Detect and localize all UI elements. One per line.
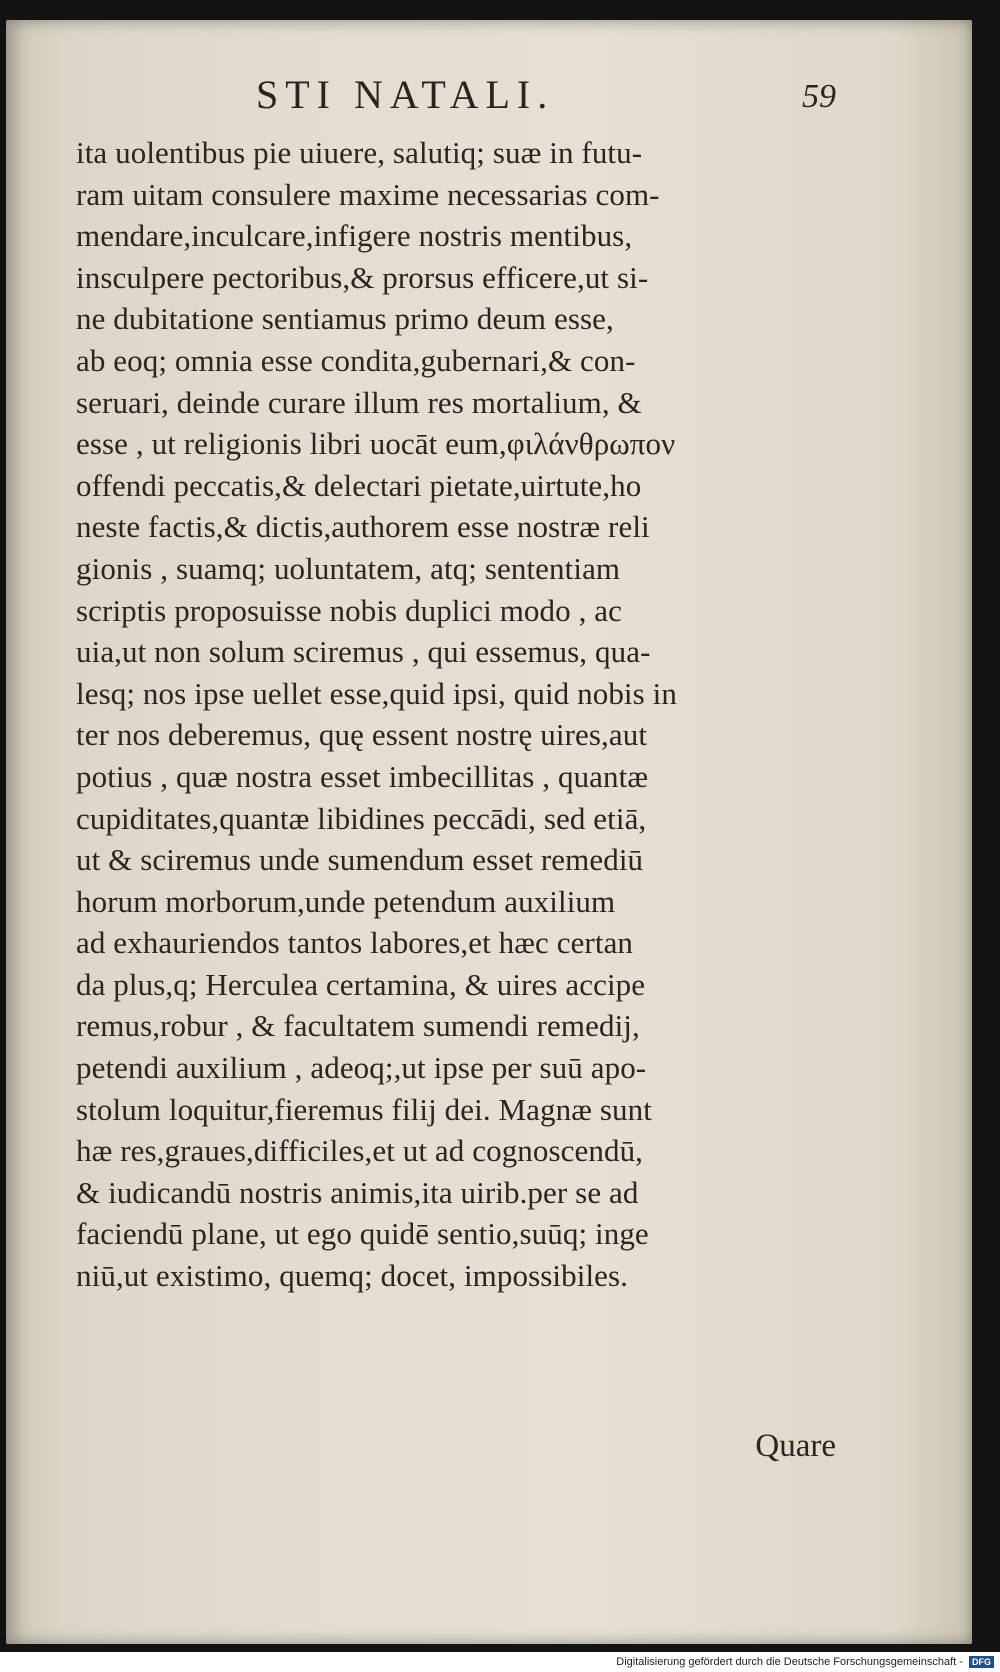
text-line: horum morborum,unde petendum auxilium bbox=[76, 883, 616, 919]
text-line: da plus,q; Herculea certamina, & uires accipe bbox=[76, 966, 646, 1002]
dfg-logo: DFG bbox=[969, 1656, 994, 1668]
book-page bbox=[6, 20, 972, 1644]
text-line: mendare,inculcare,infigere nostris mentibus, bbox=[76, 218, 633, 254]
text-line: ram uitam consulere maxime necessarias com- bbox=[76, 176, 660, 212]
text-line: offendi peccatis,& delectari pietate,uirtute,ho bbox=[76, 467, 642, 503]
text-line: gionis , suamq; uoluntatem, atq; sententiam bbox=[76, 550, 621, 586]
text-line: ut & sciremus unde sumendum esset remediū bbox=[76, 842, 644, 878]
text-line: niū,ut existimo, quemq; docet, impossibiles. bbox=[76, 1258, 629, 1294]
text-line: lesq; nos ipse uellet esse,quid ipsi, quid nobis in bbox=[76, 675, 677, 711]
text-line: ne dubitatione sentiamus primo deum esse, bbox=[76, 301, 614, 337]
text-line: ab eoq; omnia esse condita,gubernari,& con- bbox=[76, 342, 636, 378]
digitization-credit bbox=[616, 1653, 994, 1671]
running-title: STI NATALI. bbox=[256, 72, 555, 117]
text-line: seruari, deinde curare illum res mortalium, & bbox=[76, 384, 642, 420]
text-line: petendi auxilium , adeoq;,ut ipse per suū apo- bbox=[76, 1050, 647, 1086]
text-line: esse , ut religionis libri uocāt eum,φιλάνθρωπον bbox=[76, 426, 676, 462]
text-line: neste factis,& dictis,authorem esse nostræ reli bbox=[76, 509, 650, 545]
text-line: insculpere pectoribus,& prorsus efficere,ut si- bbox=[76, 259, 649, 295]
text-line: faciendū plane, ut ego quidē sentio,suūq; inge bbox=[76, 1216, 649, 1252]
text-line: ita uolentibus pie uiuere, salutiq; suæ in futu- bbox=[76, 135, 643, 170]
text-line: potius , quæ nostra esset imbecillitas , quantæ bbox=[76, 758, 649, 794]
text-line: cupiditates,quantæ libidines peccādi, sed etiā, bbox=[76, 800, 647, 836]
credit-text: Digitalisierung gefördert durch die Deutsche Forschungsgemeinschaft - bbox=[616, 1656, 963, 1668]
text-line: ad exhauriendos tantos labores,et hæc certan bbox=[76, 925, 634, 961]
page-number: 59 bbox=[802, 78, 836, 115]
text-line: uia,ut non solum sciremus , qui essemus, qua- bbox=[76, 634, 651, 670]
text-line: stolum loquitur,fieremus filij dei. Magnæ sunt bbox=[76, 1091, 652, 1127]
catchword: Quare bbox=[755, 1428, 836, 1464]
text-line: & iudicandū nostris animis,ita uirib.per se ad bbox=[76, 1174, 639, 1210]
text-line: ter nos deberemus, quę essent nostrę uires,aut bbox=[76, 717, 648, 753]
page-header bbox=[256, 70, 836, 120]
text-line: remus,robur , & facultatem sumendi remedij, bbox=[76, 1008, 640, 1044]
text-line: hæ res,graues,difficiles,et ut ad cognoscendū, bbox=[76, 1133, 644, 1169]
text-line: scriptis proposuisse nobis duplici modo , ac bbox=[76, 592, 622, 628]
body-text bbox=[76, 132, 836, 1464]
